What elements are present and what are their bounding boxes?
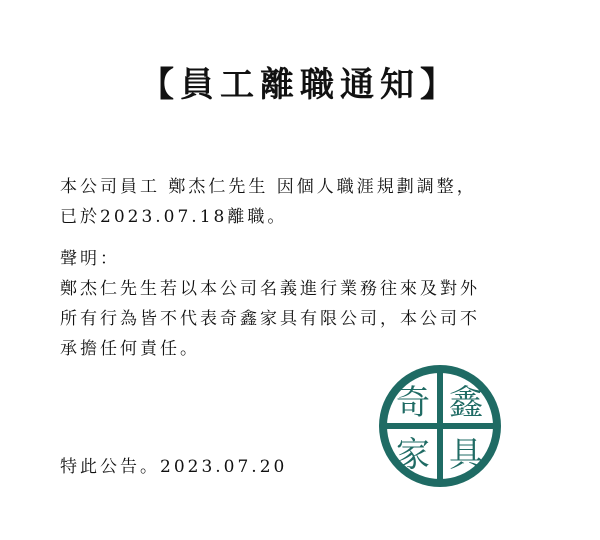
seal-char-jia: 家 — [396, 435, 430, 475]
announcement-footer: 特此公告。2023.07.20 — [60, 457, 288, 477]
notice-line: 已於2023.07.18離職。 — [60, 207, 288, 227]
notice-title: 【員工離職通知】 — [140, 65, 460, 105]
statement-section — [60, 244, 555, 364]
seal-char-xin: 鑫 — [449, 383, 483, 423]
company-seal — [376, 362, 504, 490]
statement-line: 所有行為皆不代表奇鑫家具有限公司，本公司不 — [60, 309, 480, 329]
seal-char-ju: 具 — [449, 435, 483, 475]
statement-line: 承擔任何責任。 — [60, 339, 200, 359]
seal-char-qi: 奇 — [396, 383, 430, 423]
statement-label: 聲明： — [60, 249, 120, 269]
statement-line: 鄭杰仁先生若以本公司名義進行業務往來及對外 — [60, 279, 480, 299]
notice-paragraph — [60, 172, 555, 232]
notice-line: 本公司員工 鄭杰仁先生 因個人職涯規劃調整， — [60, 177, 477, 197]
